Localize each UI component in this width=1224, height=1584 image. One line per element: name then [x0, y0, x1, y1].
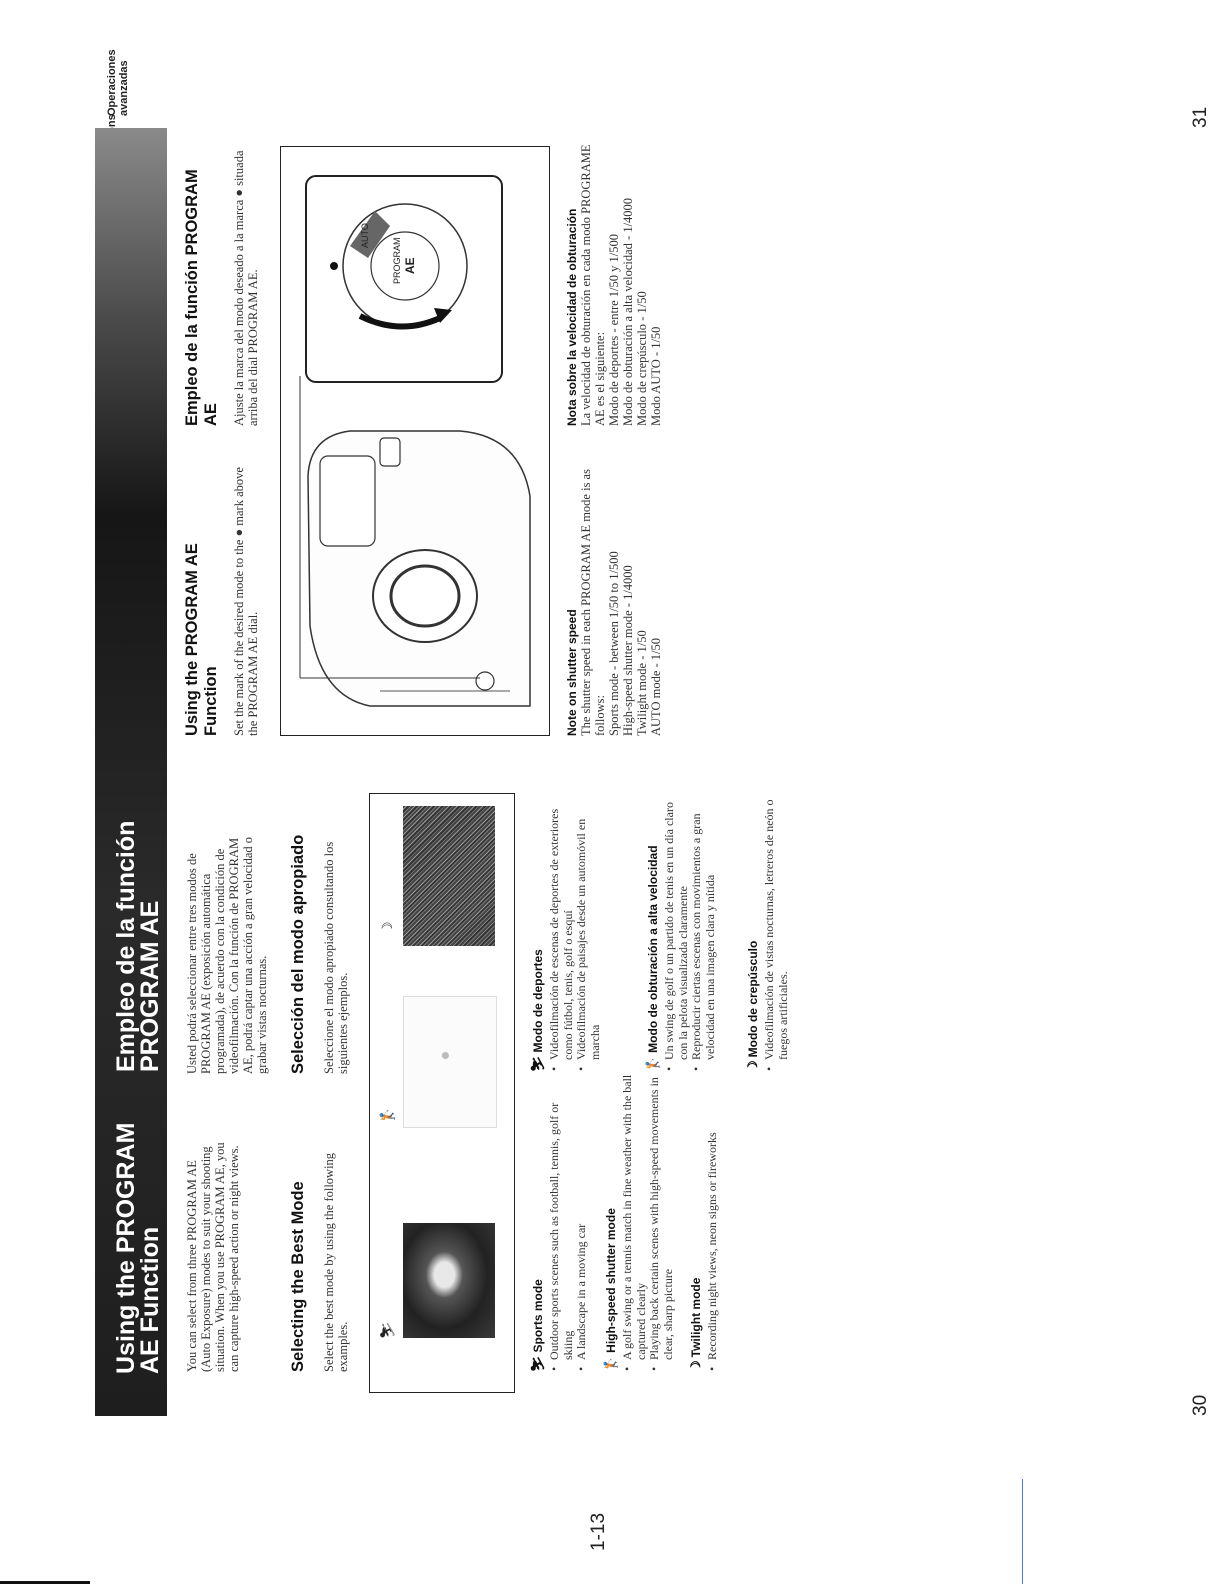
note-es [565, 136, 663, 426]
moon-icon: ☽ [745, 1060, 760, 1072]
note-es-line: Modo de deportes - entre 1/50 y 1/500 [607, 234, 621, 426]
golfer-icon: 🏌 [381, 1106, 396, 1124]
using-heading-en-line2: Function [202, 666, 220, 736]
mode-title: Sports mode [531, 1279, 545, 1353]
note-es-line: Modo AUTO - 1/50 [649, 326, 663, 426]
note-es-intro: La velocidad de obturación en cada modo PROGRAME AE es el siguiente: [579, 144, 607, 426]
best-mode-text-es: Seleccione el modo apropiado consultando los siguientes ejemplos. [322, 841, 350, 1074]
mode-title: High-speed shutter mode [604, 1208, 618, 1353]
eyepiece [380, 438, 400, 466]
list-item: • A landscape in a moving car [575, 1072, 589, 1360]
golfer-icon: 🏌 [645, 1055, 660, 1072]
note-es-line: Modo de crepúsculo - 1/50 [635, 291, 649, 426]
lens-inner [391, 566, 459, 626]
list-item: • Videofilmación de escenas de deportes de exteriores como fútbol, tenis, golf o esquí [548, 782, 575, 1060]
dial-label-program: PROGRAM [392, 237, 402, 284]
list-item: • Playing back certain scenes with high-speed movements in clear, sharp picture [648, 1072, 675, 1360]
using-heading-es [183, 169, 221, 426]
mode-en-high-speed [603, 1072, 675, 1372]
dial-index-mark [330, 262, 338, 270]
best-mode-heading-es: Selección del modo apropiado [289, 834, 307, 1074]
page-number-right: 31 [1190, 106, 1211, 128]
sheet-label: 1-13 [588, 1512, 609, 1551]
sports-photo [403, 1223, 495, 1338]
dial-label-auto: AUTO [360, 223, 370, 248]
note-es-heading: Nota sobre la velocidad de obturación [565, 208, 579, 426]
note-en-intro: The shutter speed in each PROGRAM AE mode is as follows: [579, 469, 607, 736]
note-en-line: AUTO mode - 1/50 [649, 637, 663, 736]
moon-icon: ☽ [381, 921, 396, 934]
dial-button [476, 672, 494, 690]
note-en-line: Twilight mode - 1/50 [635, 630, 649, 736]
note-es-line: Modo de obturación a alta velocidad - 1/4000 [621, 197, 635, 426]
mode-title: Modo de crepúsculo [746, 940, 760, 1058]
twilight-photo [403, 806, 495, 946]
using-text-es: Ajuste la marca del modo deseado a la marca ● situada arriba del dial PROGRAM AE. [232, 150, 260, 426]
list-item: • Outdoor sports scenes such as football, tennis, golf or skiing [548, 1072, 575, 1360]
using-heading-en [183, 543, 221, 736]
intro-es: Usted podrá seleccionar entre tres modos de PROGRAM AE (exposición automática programada), de acuerdo con la condición de videofilmación. Con la función de PROGRAM AE, podrá captar una acción a gran velocidad o grabar vistas nocturnas. [185, 836, 269, 1074]
note-en-line: High-speed shutter mode - 1/4000 [621, 565, 635, 736]
best-mode-heading-en: Selecting the Best Mode [289, 1181, 307, 1372]
using-text-en: Set the mark of the desired mode to the ● mark above the PROGRAM AE dial. [232, 467, 260, 736]
moon-icon: ☽ [688, 1360, 703, 1372]
mode-es-high-speed [645, 782, 717, 1072]
using-heading-es-line2: AE [202, 403, 220, 426]
mode-title: Modo de deportes [531, 949, 545, 1053]
list-item: • A golf swing or a tennis match in fine weather with the ball captured clearly [621, 1072, 648, 1360]
list-item: • Reproducir ciertas escenas con movimientos a gran velocidad en una imagen clara y nítida [690, 782, 717, 1060]
using-heading-en-line1: Using the PROGRAM AE [183, 543, 201, 736]
title-es-line2: PROGRAM AE [136, 900, 164, 1072]
sports-icon: ⛷ [381, 1321, 396, 1339]
golf-photo [403, 996, 497, 1128]
mode-title: Modo de obturación a alta velocidad [646, 845, 660, 1053]
note-en [565, 436, 663, 736]
golfer-icon: 🏌 [603, 1355, 618, 1372]
list-item: • Videofilmación de vistas nocturnas, letreros de neón o fuegos artificiales. [763, 772, 790, 1060]
mode-en-sports [530, 1072, 589, 1372]
title-en-line2: AE Function [136, 1226, 164, 1374]
header-section-es: Operaciones avanzadas [106, 49, 130, 116]
using-heading-es-line1: Empleo de la función PROGRAM [183, 169, 201, 426]
list-item: • Videofilmación de paisajes desde un automóvil en marcha [575, 782, 602, 1060]
viewfinder [320, 456, 375, 546]
dial-label-ae: AE [403, 257, 417, 274]
camcorder-illustration [280, 148, 548, 736]
sports-icon: ⛷ [530, 1355, 545, 1372]
best-mode-text-en: Select the best mode by using the following examples. [322, 1152, 350, 1372]
title-en-line1: Using the PROGRAM [112, 1122, 140, 1374]
page-number-left: 30 [1190, 1394, 1211, 1416]
sports-icon: ⛷ [530, 1055, 545, 1072]
intro-en: You can select from three PROGRAM AE (Auto Exposure) modes to suit your shooting situation. When you use PROGRAM AE, you can capture high-speed action or night views. [185, 1142, 241, 1372]
mode-es-twilight [745, 772, 790, 1072]
blue-rule [1022, 1479, 1023, 1584]
note-en-line: Sports mode - between 1/50 to 1/500 [607, 551, 621, 736]
list-item: • Recording night views, neon signs or fireworks [706, 1072, 720, 1360]
note-en-heading: Note on shutter speed [565, 609, 579, 736]
title-es-line1: Empleo de la función [112, 820, 140, 1072]
mode-es-sports [530, 782, 602, 1072]
list-item: • Un swing de golf o un partido de tenis en un día claro con la pelota visualizada claramente [663, 782, 690, 1060]
mode-title: Twilight mode [689, 1277, 703, 1358]
mode-en-twilight [688, 1072, 720, 1372]
